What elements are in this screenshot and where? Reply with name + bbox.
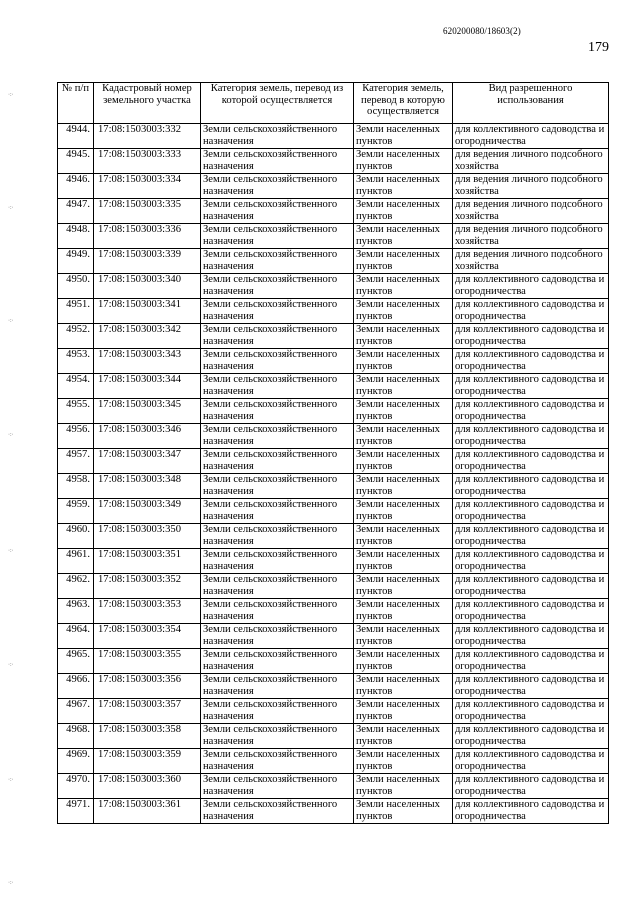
- row-number: 4958.: [58, 474, 94, 499]
- cadastral-number: 17:08:1503003:335: [94, 199, 201, 224]
- table-row: [58, 799, 609, 824]
- category-from: Земли сельскохозяйственного назначения: [201, 649, 354, 674]
- category-to: Земли населенных пунктов: [354, 249, 453, 274]
- table-row: [58, 699, 609, 724]
- permitted-use: для коллективного садоводства и огородничества: [453, 574, 609, 599]
- column-header-number: № п/п: [58, 83, 94, 124]
- column-header-permitted-use: Вид разрешенного использования: [453, 83, 609, 124]
- margin-mark: ·:·: [8, 880, 14, 886]
- column-header-cadastral: Кадастровый номер земельного участка: [94, 83, 201, 124]
- table-row: [58, 174, 609, 199]
- row-number: 4970.: [58, 774, 94, 799]
- table-row: [58, 349, 609, 374]
- category-to: Земли населенных пунктов: [354, 424, 453, 449]
- table-row: [58, 149, 609, 174]
- margin-mark: ·:·: [8, 777, 14, 783]
- category-to: Земли населенных пунктов: [354, 749, 453, 774]
- category-to: Земли населенных пунктов: [354, 374, 453, 399]
- row-number: 4949.: [58, 249, 94, 274]
- category-from: Земли сельскохозяйственного назначения: [201, 624, 354, 649]
- permitted-use: для коллективного садоводства и огородничества: [453, 274, 609, 299]
- table-row: [58, 499, 609, 524]
- row-number: 4948.: [58, 224, 94, 249]
- margin-mark: ·:·: [8, 662, 14, 668]
- row-number: 4962.: [58, 574, 94, 599]
- column-header-category-from: Категория земель, перевод из которой осуществляется: [201, 83, 354, 124]
- cadastral-number: 17:08:1503003:361: [94, 799, 201, 824]
- permitted-use: для коллективного садоводства и огородничества: [453, 374, 609, 399]
- row-number: 4965.: [58, 649, 94, 674]
- table-row: [58, 399, 609, 424]
- category-to: Земли населенных пунктов: [354, 774, 453, 799]
- permitted-use: для коллективного садоводства и огородничества: [453, 524, 609, 549]
- row-number: 4967.: [58, 699, 94, 724]
- permitted-use: для коллективного садоводства и огородничества: [453, 124, 609, 149]
- table-row: [58, 249, 609, 274]
- category-to: Земли населенных пунктов: [354, 224, 453, 249]
- permitted-use: для коллективного садоводства и огородничества: [453, 549, 609, 574]
- category-from: Земли сельскохозяйственного назначения: [201, 799, 354, 824]
- cadastral-number: 17:08:1503003:340: [94, 274, 201, 299]
- permitted-use: для коллективного садоводства и огородничества: [453, 324, 609, 349]
- cadastral-number: 17:08:1503003:348: [94, 474, 201, 499]
- category-to: Земли населенных пунктов: [354, 724, 453, 749]
- category-from: Земли сельскохозяйственного назначения: [201, 249, 354, 274]
- cadastral-number: 17:08:1503003:356: [94, 674, 201, 699]
- table-row: [58, 124, 609, 149]
- row-number: 4955.: [58, 399, 94, 424]
- cadastral-number: 17:08:1503003:359: [94, 749, 201, 774]
- cadastral-number: 17:08:1503003:345: [94, 399, 201, 424]
- category-to: Земли населенных пунктов: [354, 599, 453, 624]
- category-to: Земли населенных пунктов: [354, 674, 453, 699]
- category-to: Земли населенных пунктов: [354, 399, 453, 424]
- category-from: Земли сельскохозяйственного назначения: [201, 324, 354, 349]
- table-row: [58, 599, 609, 624]
- margin-mark: ·:·: [8, 205, 14, 211]
- document-number: 620200080/18603(2): [443, 26, 521, 36]
- category-from: Земли сельскохозяйственного назначения: [201, 449, 354, 474]
- cadastral-number: 17:08:1503003:354: [94, 624, 201, 649]
- permitted-use: для коллективного садоводства и огородничества: [453, 649, 609, 674]
- row-number: 4971.: [58, 799, 94, 824]
- cadastral-number: 17:08:1503003:360: [94, 774, 201, 799]
- cadastral-number: 17:08:1503003:346: [94, 424, 201, 449]
- cadastral-number: 17:08:1503003:357: [94, 699, 201, 724]
- cadastral-number: 17:08:1503003:351: [94, 549, 201, 574]
- category-to: Земли населенных пунктов: [354, 174, 453, 199]
- table-row: [58, 524, 609, 549]
- table-row: [58, 549, 609, 574]
- row-number: 4960.: [58, 524, 94, 549]
- category-to: Земли населенных пунктов: [354, 299, 453, 324]
- row-number: 4969.: [58, 749, 94, 774]
- table-row: [58, 649, 609, 674]
- cadastral-number: 17:08:1503003:347: [94, 449, 201, 474]
- cadastral-number: 17:08:1503003:334: [94, 174, 201, 199]
- margin-mark: ·:·: [8, 432, 14, 438]
- permitted-use: для коллективного садоводства и огородничества: [453, 499, 609, 524]
- row-number: 4966.: [58, 674, 94, 699]
- margin-mark: ·:·: [8, 548, 14, 554]
- row-number: 4950.: [58, 274, 94, 299]
- table-row: [58, 574, 609, 599]
- category-to: Земли населенных пунктов: [354, 349, 453, 374]
- row-number: 4945.: [58, 149, 94, 174]
- table-row: [58, 449, 609, 474]
- cadastral-number: 17:08:1503003:353: [94, 599, 201, 624]
- column-header-category-to: Категория земель, перевод в которую осуществляется: [354, 83, 453, 124]
- margin-mark: ·:·: [8, 92, 14, 98]
- category-from: Земли сельскохозяйственного назначения: [201, 724, 354, 749]
- table-row: [58, 624, 609, 649]
- category-from: Земли сельскохозяйственного назначения: [201, 299, 354, 324]
- table-row: [58, 224, 609, 249]
- cadastral-number: 17:08:1503003:341: [94, 299, 201, 324]
- category-to: Земли населенных пунктов: [354, 449, 453, 474]
- row-number: 4959.: [58, 499, 94, 524]
- table-row: [58, 474, 609, 499]
- permitted-use: для коллективного садоводства и огородничества: [453, 724, 609, 749]
- category-from: Земли сельскохозяйственного назначения: [201, 549, 354, 574]
- category-from: Земли сельскохозяйственного назначения: [201, 524, 354, 549]
- cadastral-number: 17:08:1503003:344: [94, 374, 201, 399]
- category-from: Земли сельскохозяйственного назначения: [201, 749, 354, 774]
- row-number: 4964.: [58, 624, 94, 649]
- cadastral-number: 17:08:1503003:343: [94, 349, 201, 374]
- permitted-use: для коллективного садоводства и огородничества: [453, 799, 609, 824]
- permitted-use: для ведения личного подсобного хозяйства: [453, 224, 609, 249]
- category-from: Земли сельскохозяйственного назначения: [201, 599, 354, 624]
- category-to: Земли населенных пунктов: [354, 699, 453, 724]
- table-row: [58, 324, 609, 349]
- row-number: 4961.: [58, 549, 94, 574]
- row-number: 4968.: [58, 724, 94, 749]
- category-from: Земли сельскохозяйственного назначения: [201, 274, 354, 299]
- category-from: Земли сельскохозяйственного назначения: [201, 674, 354, 699]
- category-to: Земли населенных пунктов: [354, 524, 453, 549]
- category-to: Земли населенных пунктов: [354, 624, 453, 649]
- category-to: Земли населенных пунктов: [354, 574, 453, 599]
- category-from: Земли сельскохозяйственного назначения: [201, 574, 354, 599]
- permitted-use: для ведения личного подсобного хозяйства: [453, 149, 609, 174]
- table-row: [58, 374, 609, 399]
- permitted-use: для коллективного садоводства и огородничества: [453, 474, 609, 499]
- category-from: Земли сельскохозяйственного назначения: [201, 174, 354, 199]
- table-row: [58, 299, 609, 324]
- category-to: Земли населенных пунктов: [354, 149, 453, 174]
- category-to: Земли населенных пунктов: [354, 324, 453, 349]
- table-row: [58, 774, 609, 799]
- permitted-use: для коллективного садоводства и огородничества: [453, 449, 609, 474]
- permitted-use: для коллективного садоводства и огородничества: [453, 699, 609, 724]
- category-to: Земли населенных пунктов: [354, 199, 453, 224]
- category-to: Земли населенных пунктов: [354, 474, 453, 499]
- row-number: 4952.: [58, 324, 94, 349]
- category-to: Земли населенных пунктов: [354, 799, 453, 824]
- cadastral-number: 17:08:1503003:358: [94, 724, 201, 749]
- cadastral-number: 17:08:1503003:336: [94, 224, 201, 249]
- table-row: [58, 274, 609, 299]
- permitted-use: для коллективного садоводства и огородничества: [453, 349, 609, 374]
- cadastral-number: 17:08:1503003:332: [94, 124, 201, 149]
- table-row: [58, 724, 609, 749]
- row-number: 4963.: [58, 599, 94, 624]
- cadastral-number: 17:08:1503003:349: [94, 499, 201, 524]
- cadastral-number: 17:08:1503003:350: [94, 524, 201, 549]
- row-number: 4953.: [58, 349, 94, 374]
- cadastral-number: 17:08:1503003:339: [94, 249, 201, 274]
- category-to: Земли населенных пунктов: [354, 549, 453, 574]
- row-number: 4956.: [58, 424, 94, 449]
- cadastral-number: 17:08:1503003:355: [94, 649, 201, 674]
- permitted-use: для ведения личного подсобного хозяйства: [453, 199, 609, 224]
- table-row: [58, 199, 609, 224]
- category-from: Земли сельскохозяйственного назначения: [201, 199, 354, 224]
- row-number: 4957.: [58, 449, 94, 474]
- cadastral-number: 17:08:1503003:342: [94, 324, 201, 349]
- cadastral-number: 17:08:1503003:352: [94, 574, 201, 599]
- category-to: Земли населенных пунктов: [354, 124, 453, 149]
- permitted-use: для коллективного садоводства и огородничества: [453, 424, 609, 449]
- category-to: Земли населенных пунктов: [354, 649, 453, 674]
- permitted-use: для коллективного садоводства и огородничества: [453, 299, 609, 324]
- table-row: [58, 749, 609, 774]
- category-from: Земли сельскохозяйственного назначения: [201, 349, 354, 374]
- category-to: Земли населенных пунктов: [354, 274, 453, 299]
- permitted-use: для коллективного садоводства и огородничества: [453, 599, 609, 624]
- permitted-use: для коллективного садоводства и огородничества: [453, 399, 609, 424]
- page-number: 179: [588, 40, 609, 55]
- permitted-use: для коллективного садоводства и огородничества: [453, 749, 609, 774]
- category-from: Земли сельскохозяйственного назначения: [201, 774, 354, 799]
- category-from: Земли сельскохозяйственного назначения: [201, 149, 354, 174]
- category-from: Земли сельскохозяйственного назначения: [201, 699, 354, 724]
- category-from: Земли сельскохозяйственного назначения: [201, 474, 354, 499]
- category-from: Земли сельскохозяйственного назначения: [201, 424, 354, 449]
- category-from: Земли сельскохозяйственного назначения: [201, 399, 354, 424]
- table-row: [58, 424, 609, 449]
- margin-mark: ·:·: [8, 318, 14, 324]
- row-number: 4944.: [58, 124, 94, 149]
- permitted-use: для ведения личного подсобного хозяйства: [453, 249, 609, 274]
- category-from: Земли сельскохозяйственного назначения: [201, 374, 354, 399]
- permitted-use: для коллективного садоводства и огородничества: [453, 674, 609, 699]
- category-from: Земли сельскохозяйственного назначения: [201, 224, 354, 249]
- table-row: [58, 674, 609, 699]
- category-from: Земли сельскохозяйственного назначения: [201, 499, 354, 524]
- category-from: Земли сельскохозяйственного назначения: [201, 124, 354, 149]
- permitted-use: для ведения личного подсобного хозяйства: [453, 174, 609, 199]
- category-to: Земли населенных пунктов: [354, 499, 453, 524]
- row-number: 4947.: [58, 199, 94, 224]
- permitted-use: для коллективного садоводства и огородничества: [453, 624, 609, 649]
- cadastral-number: 17:08:1503003:333: [94, 149, 201, 174]
- permitted-use: для коллективного садоводства и огородничества: [453, 774, 609, 799]
- table-header-row: [58, 83, 609, 124]
- land-plots-table: [57, 82, 609, 824]
- row-number: 4951.: [58, 299, 94, 324]
- row-number: 4954.: [58, 374, 94, 399]
- row-number: 4946.: [58, 174, 94, 199]
